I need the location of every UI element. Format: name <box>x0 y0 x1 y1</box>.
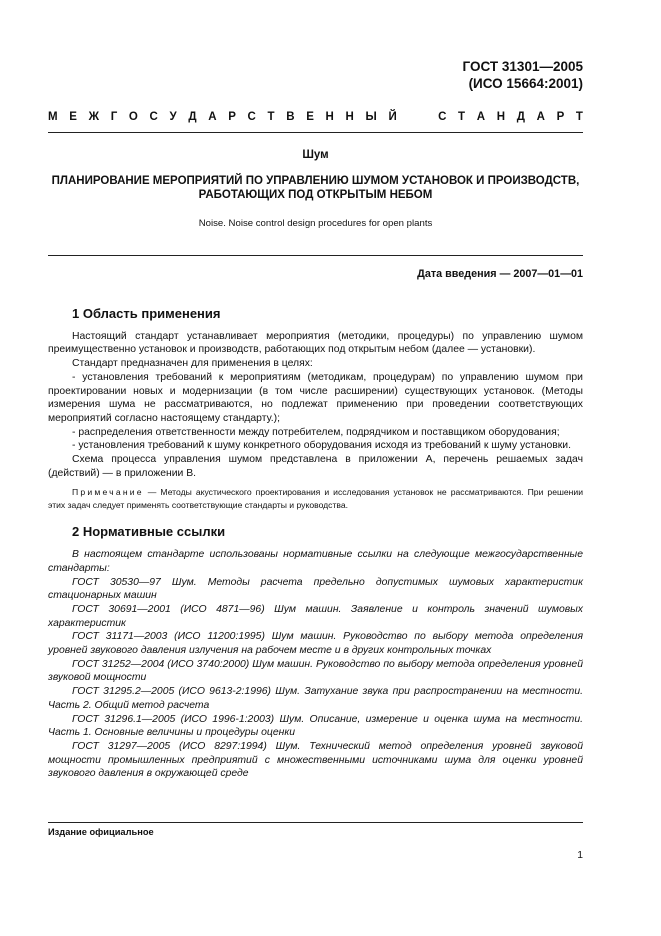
standard-type-letter: Д <box>188 111 197 123</box>
reference-item: ГОСТ 31295.2—2005 (ИСО 9613-2:1996) Шум. Затухание звука при распространении на местности. Часть 2. Общий метод расчета <box>48 686 583 711</box>
footer-rule <box>48 822 583 823</box>
introduction-date: Дата введения — 2007—01—01 <box>417 268 583 280</box>
standard-type-letter: Ж <box>88 111 100 123</box>
section-1-note <box>48 486 583 511</box>
standard-type-letter: М <box>48 111 58 123</box>
reference-item: ГОСТ 30691—2001 (ИСО 4871—96) Шум машин. Заявление и контроль значений шумовых характеристик <box>48 603 583 629</box>
standard-type-letter: А <box>208 111 217 123</box>
standard-type-letter: О <box>128 111 138 123</box>
standard-type-letter: С <box>438 111 447 123</box>
reference-paragraph: В настоящем стандарте использованы нормативные ссылки на следующие межгосударственные стандарты: <box>48 549 583 574</box>
section-1-paragraph: - распределения ответственности между потребителем, подрядчиком и поставщиком оборудования; <box>72 426 560 438</box>
document-subject: Шум <box>302 149 329 161</box>
standard-designation <box>463 58 583 92</box>
top-rule <box>48 132 583 133</box>
section-1-paragraph: Стандарт предназначен для применения в целях: <box>72 358 313 370</box>
standard-type-letter: Т <box>575 111 583 123</box>
iso-code: (ИСО 15664:2001) <box>468 76 583 91</box>
standard-type-letter: У <box>169 111 177 123</box>
document-title-ru: ПЛАНИРОВАНИЕ МЕРОПРИЯТИЙ ПО УПРАВЛЕНИЮ ШУМОМ УСТАНОВОК И ПРОИЗВОДСТВ, РАБОТАЮЩИХ ПОД ОТКРЫТЫМ НЕБОМ <box>51 175 580 201</box>
note-label: Примечание <box>72 487 144 498</box>
standard-type-letter: Е <box>69 111 77 123</box>
standard-type-letter: Н <box>496 111 506 123</box>
section-1-paragraph: - установления требований к шуму конкретного оборудования исходя из требований к шуму установки. <box>72 440 571 452</box>
standard-type-letter: Н <box>345 111 354 123</box>
reference-item: ГОСТ 31171—2003 (ИСО 11200:1995) Шум машин. Руководство по выбору метода определения уровней звукового давления излучения на рабочем месте и в других контрольных точках <box>48 631 583 657</box>
standard-type-letter: Т <box>458 111 466 123</box>
section-1-heading: 1 Область применения <box>72 306 221 321</box>
note-text: — Методы акустического проектирования и исследования установок не рассматриваются. При решении этих задач следует применять соответствующие стандарты и руководства. <box>48 487 583 510</box>
standard-type-letter: Г <box>110 111 118 123</box>
reference-item: ГОСТ 31297—2005 (ИСО 8297:1994) Шум. Технический метод определения уровней звуковой мощности промышленных предприятий с множественными источниками шума для оценки уровней звукового давления в окружающей среде <box>48 740 583 780</box>
standard-type-letter: А <box>536 111 545 123</box>
section-2-heading: 2 Нормативные ссылки <box>72 524 226 540</box>
section-1-paragraph: - установления требований к мероприятиям (методикам, процедурам) по управлению шумом при проектировании новых и модернизации (в том числе расширении) существующих установок. (Методы измерения шума не рассматриваются, но подлежат применению при проведении соответствующих мероприятий согласно настоящему стандарту.); <box>48 371 583 424</box>
edition-label: Издание официальное <box>48 827 154 837</box>
section-1-paragraph: Настоящий стандарт устанавливает мероприятия (методики, процедуры) по управлению шумом преимущественно установок и производств, работающих под открытым небом (далее — установки). <box>48 330 583 356</box>
standard-type-letter: В <box>286 111 295 123</box>
reference-item: ГОСТ 31252—2004 (ИСО 3740:2000) Шум машин. Руководство по выбору метода определения уровней звуковой мощности <box>48 658 583 684</box>
standard-type-letter: А <box>476 111 486 123</box>
word-gap <box>408 111 426 123</box>
standard-type-letter: Ы <box>365 111 377 123</box>
document-title-en: Noise. Noise control design procedures for open plants <box>198 218 433 229</box>
reference-item: ГОСТ 30530—97 Шум. Методы расчета предельно допустимых шумовых характеристик стационарных машин <box>48 576 583 602</box>
standard-type-letter: С <box>247 111 256 123</box>
section-1-paragraph: Схема процесса управления шумом представлена в приложении А, перечень решаемых задач (действий) — в приложении В. <box>48 454 583 479</box>
standard-type-letter: Д <box>516 111 525 123</box>
gost-code: ГОСТ 31301—2005 <box>462 59 583 74</box>
standard-type-letter: Е <box>306 111 314 123</box>
standard-type-letter: Й <box>388 111 397 123</box>
page-number: 1 <box>577 850 583 861</box>
standard-type-letter: С <box>149 111 158 123</box>
standard-type-letter: Н <box>325 111 334 123</box>
standard-type-letter: Р <box>228 111 236 123</box>
standard-type-line <box>48 111 583 123</box>
reference-item: ГОСТ 31296.1—2005 (ИСО 1996-1:2003) Шум. Описание, измерение и оценка шума на местности. Часть 1. Основные величины и процедуры оценки <box>48 713 583 739</box>
standard-type-letter: Р <box>556 111 565 123</box>
title-rule <box>48 255 583 256</box>
standard-type-letter: Т <box>267 111 275 123</box>
document-body <box>48 307 583 781</box>
